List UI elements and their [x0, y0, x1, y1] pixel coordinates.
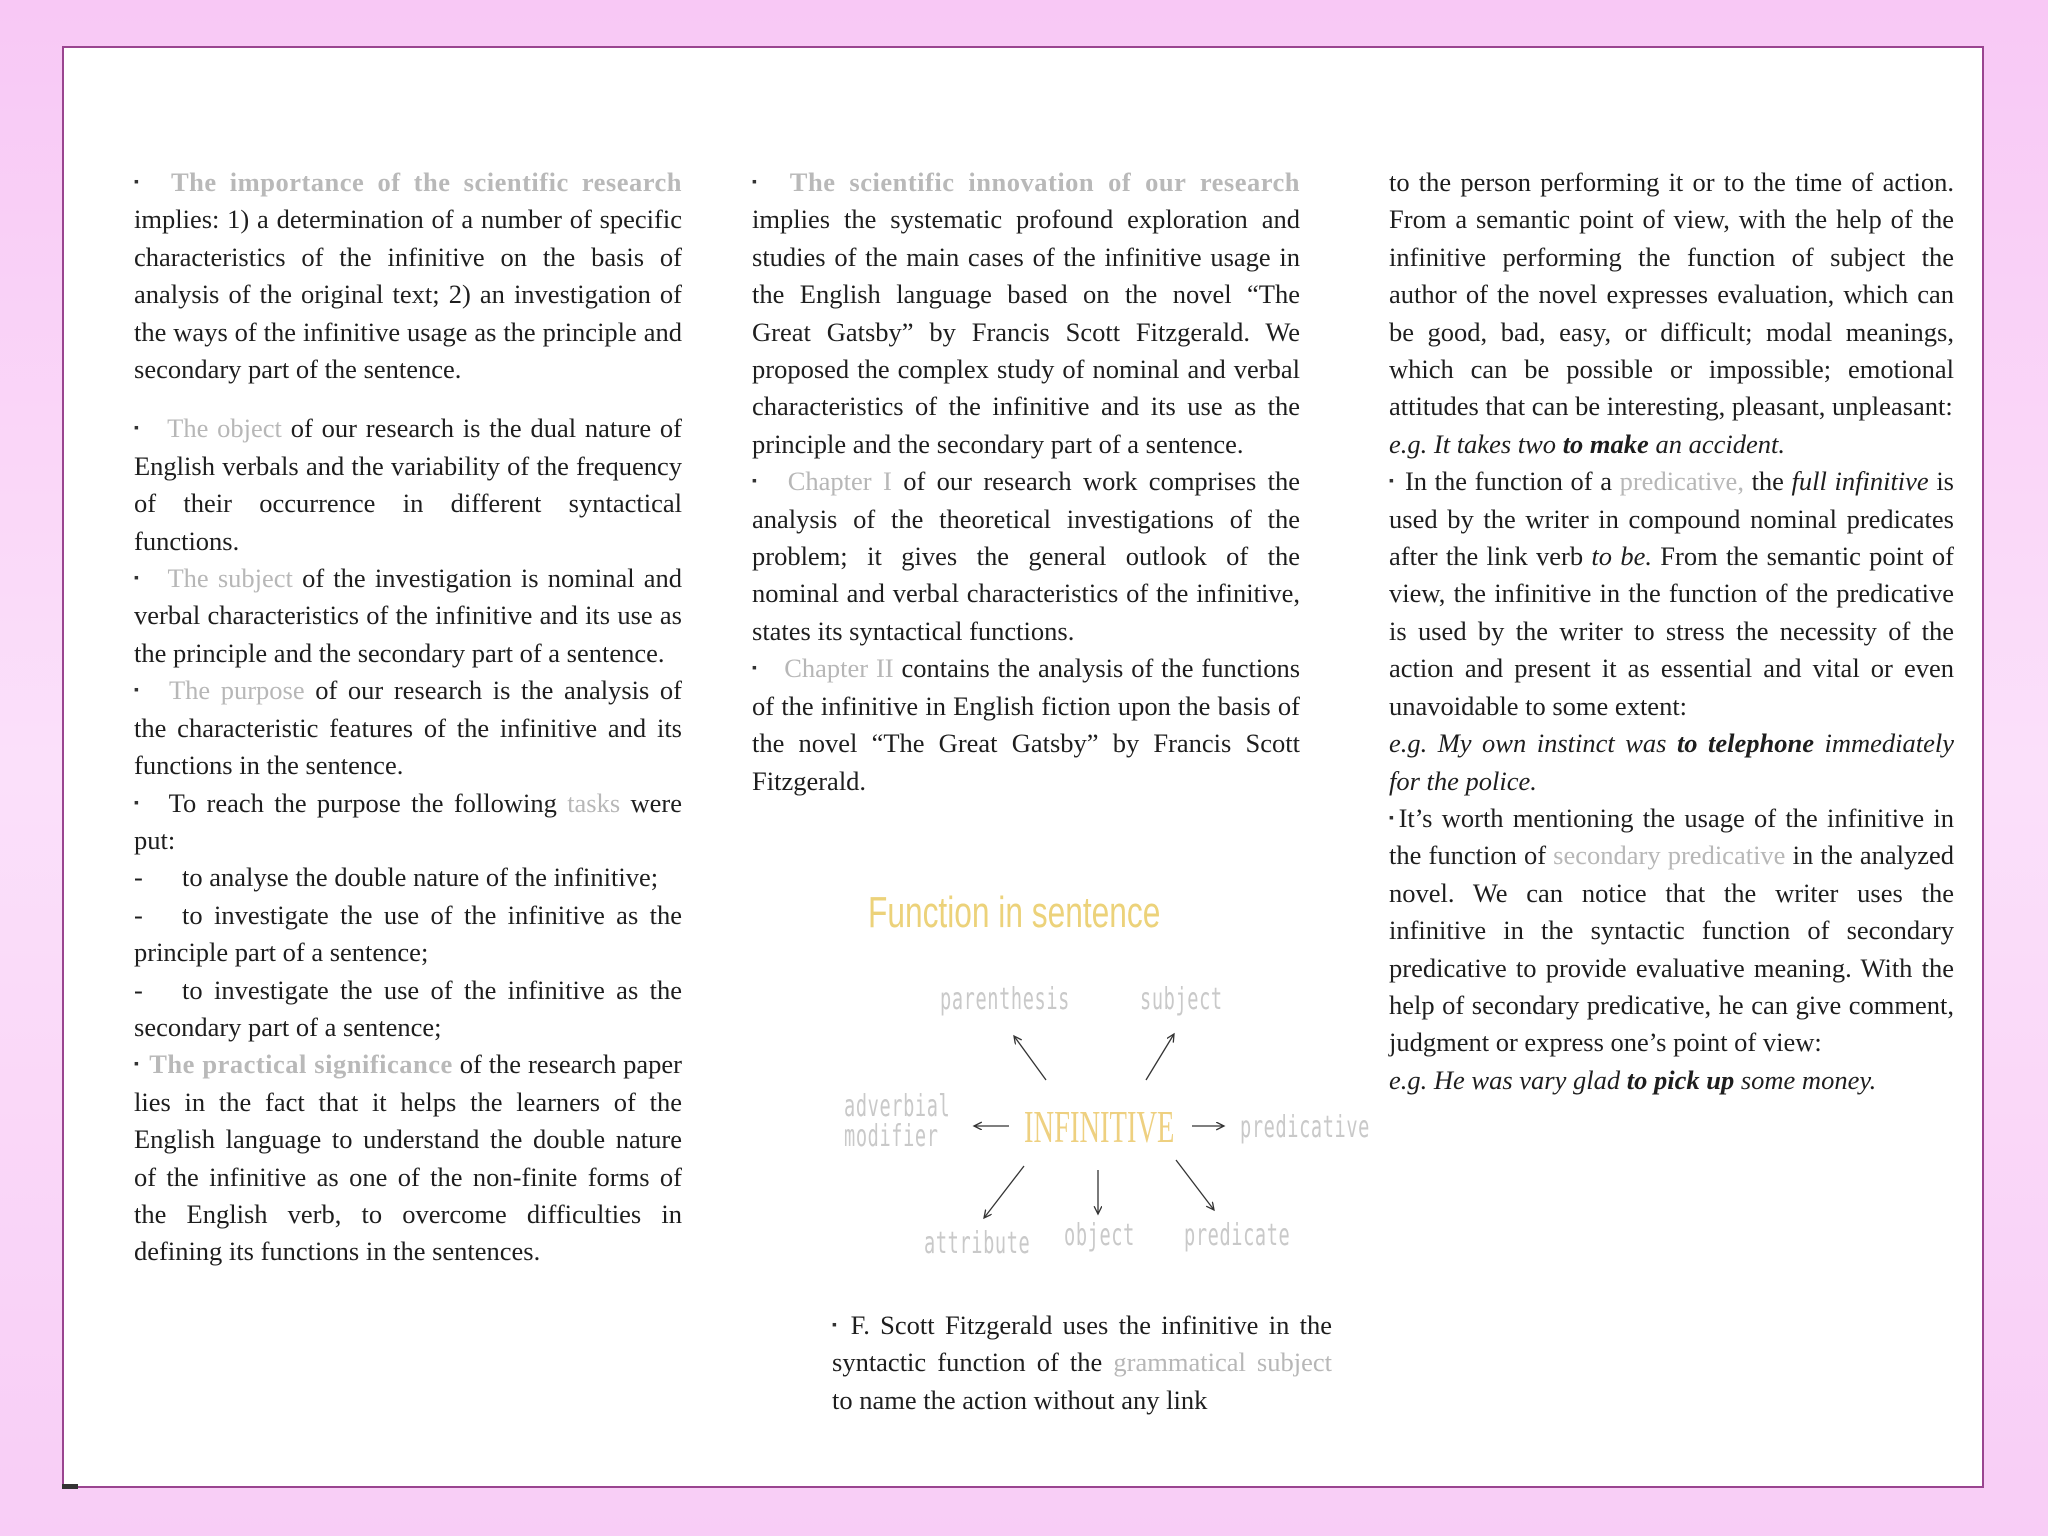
list-item-task [134, 972, 682, 1047]
node-subject: subject [1140, 982, 1223, 1017]
bullet-icon: ▪ [134, 795, 143, 811]
example-1 [1389, 426, 1954, 463]
node-adverbial-modifier [844, 1089, 951, 1154]
paragraph-predicative [1389, 463, 1954, 725]
heading-importance: The importance of the scientific research [170, 167, 682, 197]
bullet-icon: ▪ [134, 571, 142, 587]
text-pred-pre: In the function of a [1404, 466, 1612, 497]
node-object: object [1064, 1218, 1135, 1253]
text-pred-post: From the semantic point of view, the infinitive in the function of the predicative is used by the writer to stress the necessity of the action and present it as essential and vital or even unavoidable to some extent: [1389, 541, 1954, 721]
column-middle [752, 164, 1300, 800]
heading-chapter-2: Chapter II [784, 653, 894, 684]
heading-practical: The practical significance [149, 1049, 453, 1080]
example-text: an accident. [1655, 428, 1785, 459]
text-gs-post: to name the action without any link [832, 1384, 1208, 1415]
paragraph-subject [134, 560, 682, 672]
node-predicate: predicate [1184, 1218, 1291, 1253]
function-diagram [794, 878, 1394, 1298]
paragraph-practical [134, 1046, 682, 1270]
task-text: to analyse the double nature of the infinitive; [182, 862, 659, 893]
node-infinitive: INFINITIVE [1024, 1101, 1175, 1152]
heading-innovation: The scientific innovation of our research [789, 167, 1300, 197]
dash-marker: - [134, 862, 143, 893]
example-2 [1389, 725, 1954, 800]
example-text: e.g. My own instinct was [1389, 728, 1667, 759]
adverbial-line-2: modifier [844, 1119, 939, 1154]
arrow-to-parenthesis [1014, 1036, 1046, 1080]
paragraph-purpose [134, 672, 682, 784]
example-bold: to pick up [1626, 1064, 1735, 1095]
example-3 [1389, 1062, 1954, 1099]
text-innovation: implies the systematic profound exploration and studies of the main cases of the infinitive usage in the English language based on the novel “The Great Gatsby” by Francis Scott Fitzgerald. We proposed the complex study of nominal and verbal characteristics of the infinitive and its use as the principle and the secondary part of a sentence. [752, 204, 1300, 459]
bullet-icon: ▪ [1389, 810, 1397, 826]
arrow-to-subject [1146, 1034, 1174, 1080]
task-text: to investigate the use of the infinitive as the principle part of a sentence; [134, 899, 682, 968]
paragraph-importance [134, 164, 682, 388]
text-object: of our research is the dual nature of English verbals and the variability of the frequency of their occurrence in different syntactical functions. [134, 413, 683, 556]
dash-marker: - [134, 974, 143, 1005]
bullet-icon: ▪ [134, 421, 142, 437]
text-tasks-post: were put: [134, 787, 682, 855]
arrow-to-predicate [1176, 1160, 1214, 1210]
heading-predicative: predicative, [1619, 466, 1744, 497]
heading-secondary-predicative: secondary predicative [1553, 840, 1786, 871]
text-chapter-1: of our research work comprises the analysis of the theoretical investigations of the problem; it gives the general outlook of the nominal and verbal characteristics of the infinitive, states its syntactical functions. [752, 466, 1300, 646]
node-predicative: predicative [1240, 1110, 1371, 1145]
example-text: some money. [1740, 1064, 1877, 1095]
text-sec-pre: It’s worth mentioning the usage of the infinitive in the function of [1389, 802, 1955, 871]
document-page [62, 46, 1984, 1488]
bullet-icon: ▪ [134, 175, 145, 190]
example-text: immediately for the police. [1389, 728, 1955, 796]
heading-chapter-1: Chapter I [787, 466, 892, 497]
task-text: to investigate the use of the infinitive as the secondary part of a sentence; [134, 974, 682, 1042]
dash-marker: - [134, 899, 143, 930]
column-right [1389, 164, 1954, 1099]
column-left [134, 164, 682, 1271]
node-attribute: attribute [924, 1226, 1031, 1261]
bullet-icon: ▪ [752, 661, 759, 677]
heading-tasks: tasks [567, 787, 621, 818]
heading-subject: The subject [167, 563, 293, 594]
list-item-task [134, 897, 682, 972]
bullet-icon: ▪ [134, 683, 143, 699]
bullet-icon: ▪ [1389, 474, 1395, 490]
paragraph-object [134, 410, 682, 560]
text-to-be: to be. [1591, 541, 1652, 572]
heading-object: The object [167, 413, 282, 444]
bullet-icon: ▪ [752, 474, 762, 490]
example-text: e.g. It takes two [1389, 428, 1557, 459]
adverbial-line-1: adverbial [844, 1089, 951, 1124]
text-pred-mid2: is used by the writer in compound nominal predicates after the link verb [1389, 466, 1954, 572]
heading-purpose: The purpose [168, 675, 305, 706]
paragraph-innovation [752, 164, 1300, 463]
paragraph-secondary-predicative [1389, 800, 1954, 1062]
text-gs-pre: F. Scott Fitzgerald uses the infinitive in the syntactic function of the [832, 1310, 1332, 1378]
bullet-icon: ▪ [832, 1318, 841, 1333]
example-text: e.g. He was vary glad [1389, 1064, 1621, 1095]
text-sec-post: in the analyzed novel. We can notice that the writer uses the infinitive in the syntactic function of secondary predicative to provide evaluative meaning. With the help of secondary predicative, he can give comment, judgment or express one’s point of view: [1389, 840, 1955, 1058]
bullet-icon: ▪ [134, 1057, 140, 1073]
example-bold: to make [1562, 428, 1649, 459]
text-full-infinitive: full infinitive [1791, 466, 1929, 497]
text-pred-mid: the [1751, 466, 1784, 497]
node-parenthesis: parenthesis [940, 982, 1071, 1017]
paragraph-tasks [134, 785, 682, 860]
text-practical: of the research paper lies in the fact that it helps the learners of the English language to understand the double nature of the infinitive as one of the non-finite forms of the English verb, to overcome difficulties in defining its functions in the sentences. [134, 1049, 682, 1267]
bullet-icon: ▪ [752, 175, 764, 190]
text-purpose: of our research is the analysis of the characteristic features of the infinitive and its functions in the sentence. [134, 675, 682, 781]
list-item-task [134, 859, 682, 896]
example-bold: to telephone [1676, 728, 1815, 759]
column-middle-bottom [832, 1307, 1332, 1419]
text-tasks-pre: To reach the purpose the following [168, 787, 557, 818]
paragraph-chapter-1 [752, 463, 1300, 650]
paragraph-chapter-2 [752, 650, 1300, 800]
scan-mark [62, 1484, 78, 1489]
arrow-to-attribute [984, 1166, 1024, 1218]
diagram-title: Function in sentence [868, 888, 1161, 937]
text-subject: of the investigation is nominal and verbal characteristics of the infinitive and its use as the principle and the secondary part of a sentence. [134, 563, 682, 668]
paragraph-grammatical-subject [832, 1307, 1332, 1419]
text-chapter-2: contains the analysis of the functions of the infinitive in English fiction upon the basis of the novel “The Great Gatsby” by Francis Scott Fitzgerald. [752, 653, 1301, 796]
heading-grammatical-subject: grammatical subject [1113, 1347, 1332, 1378]
paragraph-continuation: to the person performing it or to the time of action. From a semantic point of view, with the help of the infinitive performing the function of subject the author of the novel expresses evaluation, which can be good, bad, easy, or difficult; modal meanings, which can be possible or impossible; emotional attitudes that can be interesting, pleasant, unpleasant: [1389, 167, 1954, 422]
text-importance: implies: 1) a determination of a number of specific characteristics of the infinitive on the basis of analysis of the original text; 2) an investigation of the ways of the infinitive usage as the principle and secondary part of the sentence. [134, 204, 682, 385]
